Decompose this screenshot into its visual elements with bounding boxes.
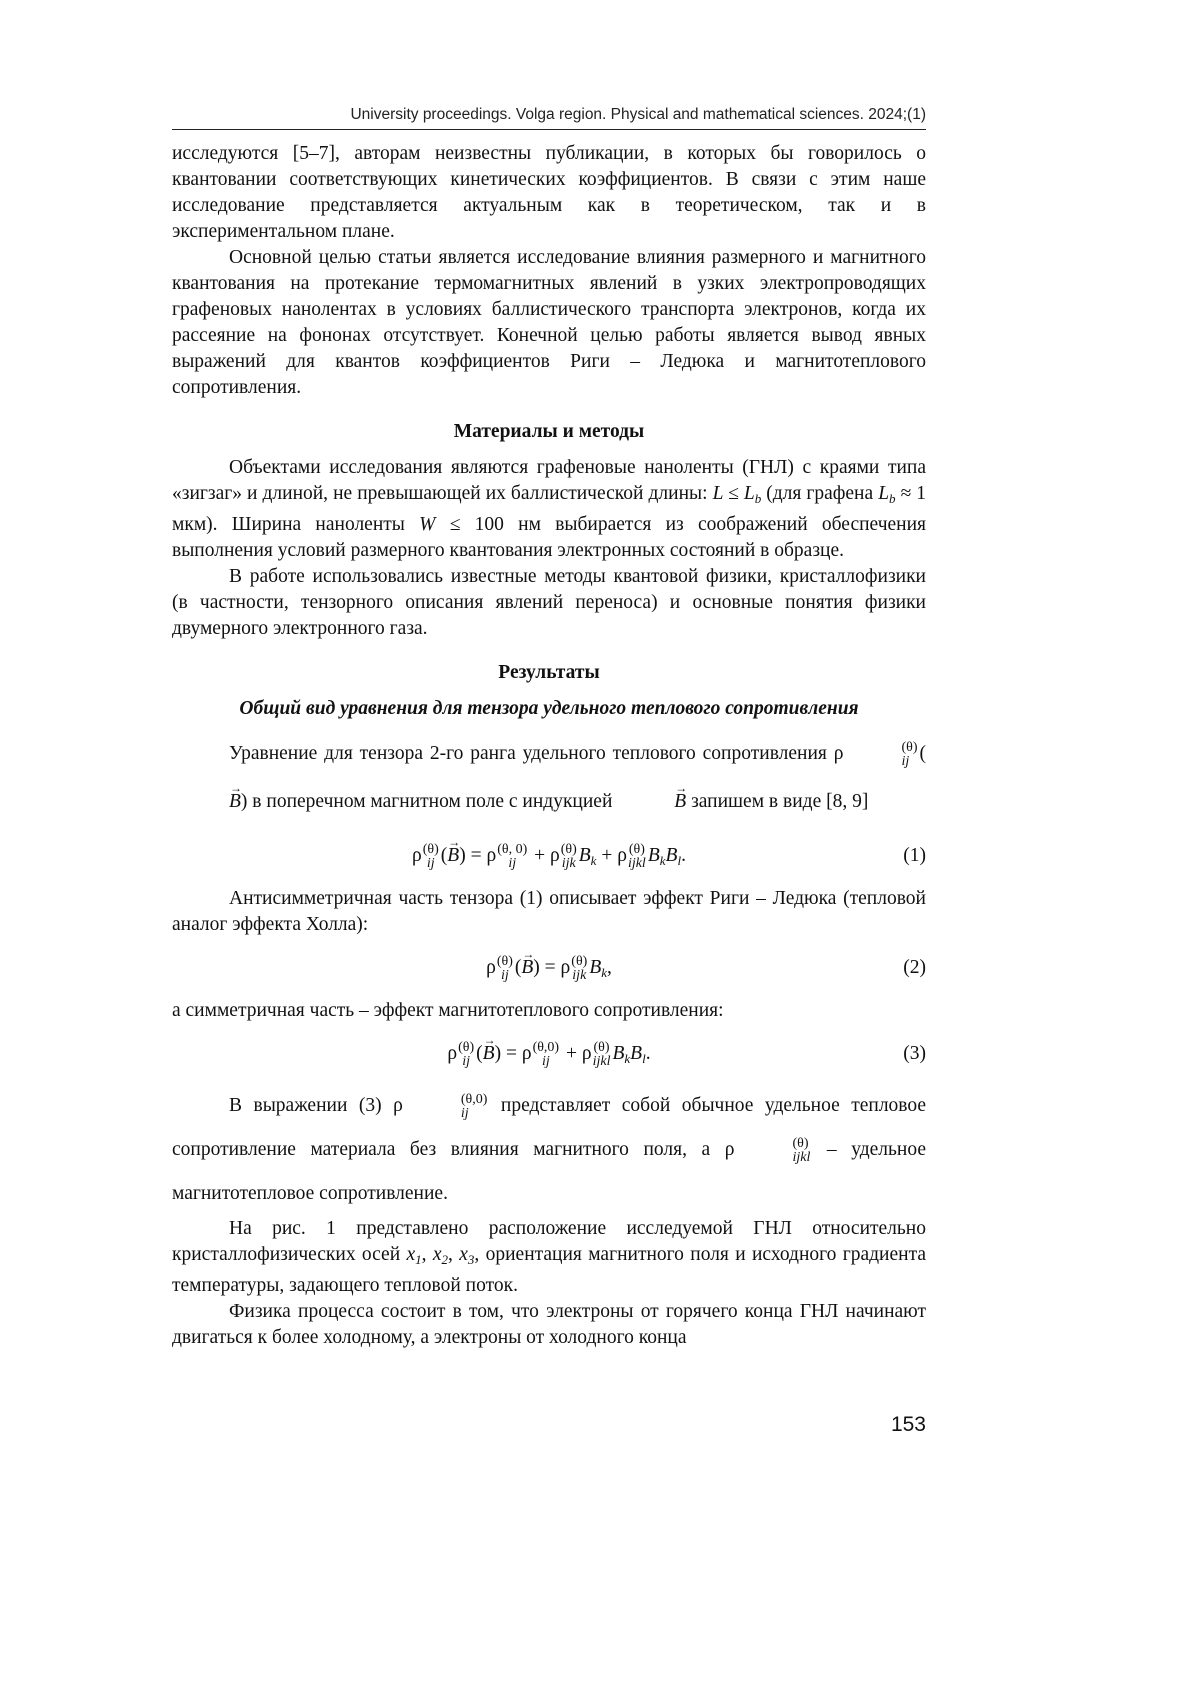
section-title-results: Результаты [498, 662, 600, 683]
journal-title: University proceedings. Volga region. Physical and mathematical sciences. 2024;(1) [350, 106, 926, 123]
equation-3-number: (3) [903, 1043, 926, 1064]
paragraph-3: Объектами исследования являются графеновые наноленты (ГНЛ) с краями типа «зигзаг» и длиной, не превышающей их баллистической длины: $L \le L_b$ (для графена $L_b \approx 1$ мкм). Ширина наноленты W ≤ 100 нм выбирается из соображений обеспечения выполнения условий размерного квантования электронных состояний в образце. [172, 457, 927, 561]
paragraph-1: исследуются [5–7], авторам неизвестны публикации, в которых бы говорилось о квантовании соответствующих кинетических коэффициентов. В связи с этим наше исследование представляется актуальным как в теоретическом, так и в экспериментальном плане. [172, 143, 926, 242]
equation-1-number: (1) [903, 845, 926, 866]
equation-3 [172, 1030, 926, 1078]
article-body [172, 141, 926, 1351]
paragraph-5: Уравнение для тензора 2-го ранга удельного теплового сопротивления ρ (θ) ij (→ B) в поперечном магнитном поле с индукцией → B запишем в виде [8, 9] [172, 730, 926, 826]
page-number: 153 [890, 1413, 926, 1436]
equation-3-math: ρ (θ) ij (→ B) = ρ (θ,0) ij + ρ (θ) ijkl $B_kB_l$. [172, 1030, 926, 1083]
section-title-methods: Материалы и методы [453, 421, 645, 442]
equation-2-math: ρ (θ) ij (→ B) = ρ (θ) ijk $B_k$, [172, 944, 926, 997]
paragraph-4: В работе использовались известные методы квантовой физики, кристаллофизики (в частности, тензорного описания явлений переноса) и основные понятия физики двумерного электронного газа. [172, 566, 926, 639]
subsection-title: Общий вид уравнения для тензора удельного теплового сопротивления [239, 698, 859, 719]
equation-2-number: (2) [903, 957, 926, 978]
paragraph-7: а симметричная часть – эффект магнитотеплового сопротивления: [172, 1000, 724, 1021]
equation-1-math: ρ (θ) ij (→ B) = ρ (θ, 0) ij + ρ (θ) ijk $B_k + \rho$ (θ) ijkl $B_kB_l$. [172, 832, 926, 885]
paragraph-10: Физика процесса состоит в том, что электроны от горячего конца ГНЛ начинают двигаться к более холодному, а электроны от холодного конца [172, 1301, 926, 1348]
equation-2 [172, 944, 926, 992]
equation-1 [172, 832, 926, 880]
paragraph-2: Основной целью статьи является исследование влияния размерного и магнитного квантования на протекание термомагнитных явлений в узких электропроводящих графеновых нанолентах в условиях баллистического транспорта электронов, когда их рассеяние на фононах отсутствует. Конечной целью работы является вывод явных выражений для квантов коэффициентов Риги – Ледюка и магнитотеплового сопротивления. [172, 247, 926, 398]
paragraph-8: В выражении (3) ρ (θ,0) ij представляет собой обычное удельное тепловое сопротивление материала без влияния магнитного поля, а ρ (θ) ijkl – удельное магнитотепловое сопротивление. [172, 1091, 927, 1204]
running-header [172, 104, 926, 130]
paragraph-9: На рис. 1 представлено расположение исследуемой ГНЛ относительно кристаллофизических осей $x_1$, $x_2$, $x_3$, ориентация магнитного поля и исходного градиента температуры, задающего тепловой поток. [172, 1218, 927, 1296]
paragraph-6: Антисимметричная часть тензора (1) описывает эффект Риги – Ледюка (тепловой аналог эффекта Холла): [172, 888, 926, 935]
